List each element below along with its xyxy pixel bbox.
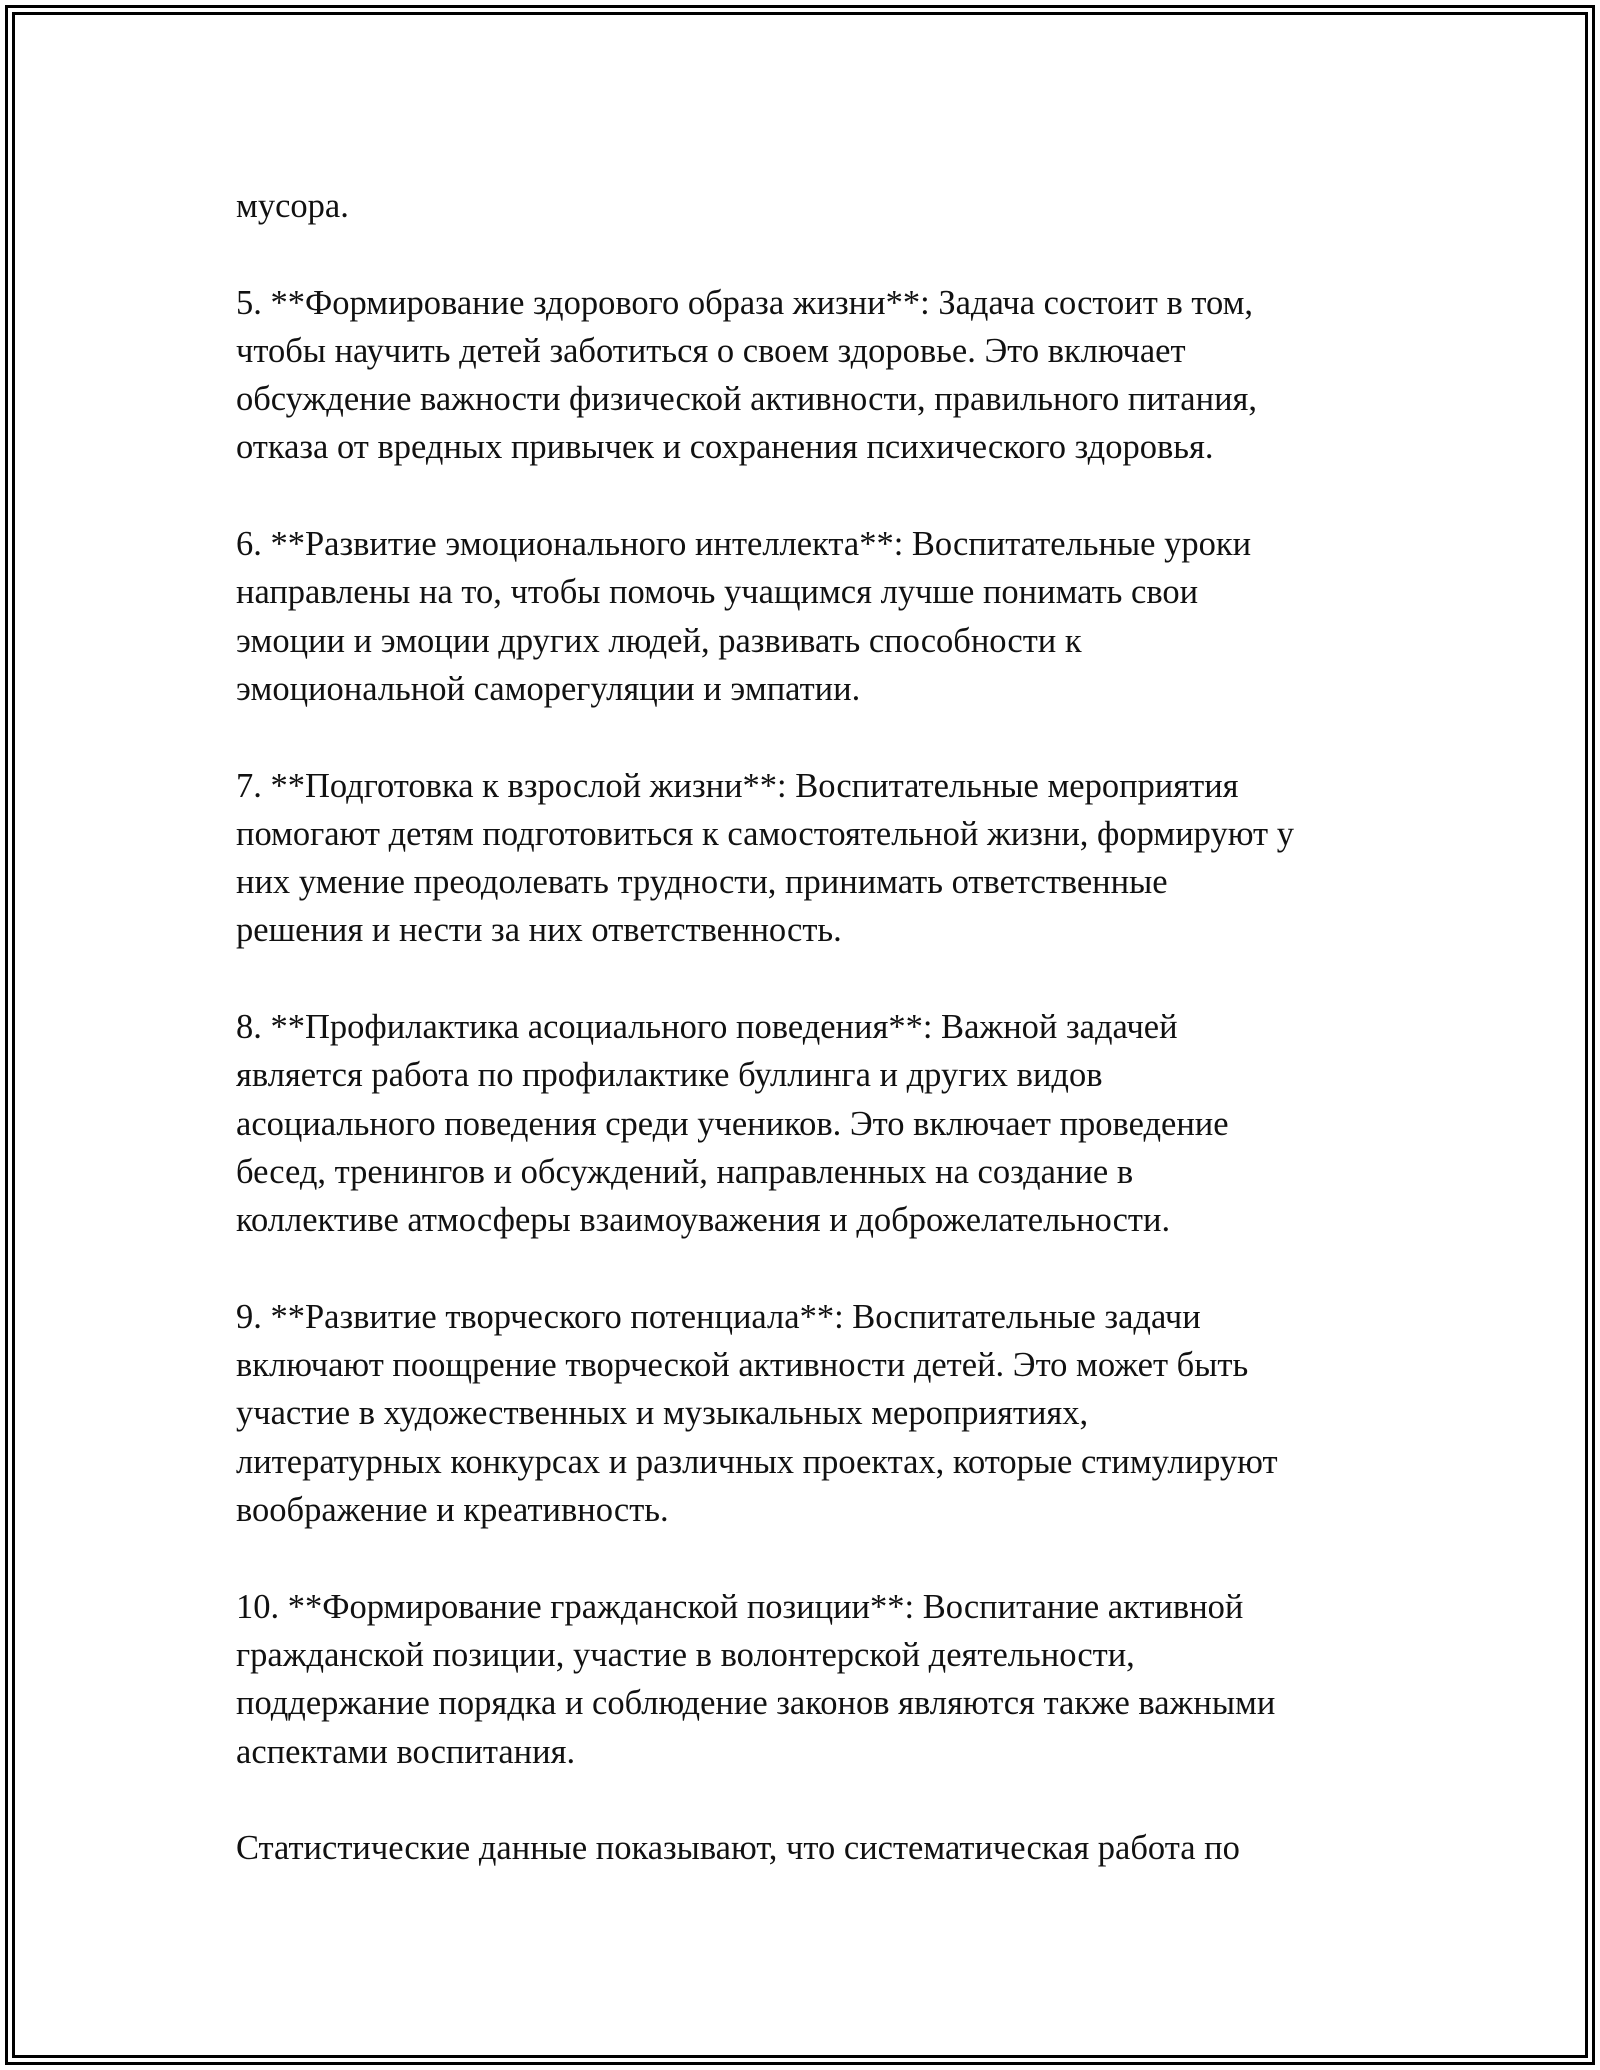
- text-line: является работа по профилактике буллинга и других видов: [236, 1056, 1103, 1095]
- text-line: бесед, тренингов и обсуждений, направленных на создание в: [236, 1152, 1134, 1191]
- text-line: 8. **Профилактика асоциального поведения**: Важной задачей: [236, 1008, 1178, 1047]
- text-line: 10. **Формирование гражданской позиции**: Воспитание активной: [236, 1587, 1244, 1626]
- text-line: отказа от вредных привычек и сохранения психического здоровья.: [236, 428, 1214, 467]
- text-line: литературных конкурсах и различных проектах, которые стимулируют: [236, 1442, 1278, 1481]
- text-line: обсуждение важности физической активности, правильного питания,: [236, 380, 1258, 419]
- text-line: воображение и креативность.: [236, 1491, 669, 1530]
- text-line: 5. **Формирование здорового образа жизни**: Задача состоит в том,: [236, 283, 1254, 322]
- text-line: асоциального поведения среди учеников. Это включает проведение: [236, 1104, 1229, 1143]
- text-line: 6. **Развитие эмоционального интеллекта**: Воспитательные уроки: [236, 525, 1252, 564]
- text-line: эмоции и эмоции других людей, развивать способности к: [236, 621, 1082, 660]
- page-content: [236, 182, 1406, 1921]
- text-line: мусора.: [236, 187, 349, 225]
- text-line: направлены на то, чтобы помочь учащимся лучше понимать свои: [236, 573, 1199, 612]
- text-line: аспектами воспитания.: [236, 1732, 576, 1771]
- text-line: Статистические данные показывают, что систематическая работа по: [236, 1829, 1240, 1868]
- paragraph-item-6: [236, 520, 1406, 713]
- text-line: коллективе атмосферы взаимоуважения и доброжелательности.: [236, 1201, 1171, 1240]
- text-line: участие в художественных и музыкальных мероприятиях,: [236, 1394, 1089, 1433]
- text-line: 7. **Подготовка к взрослой жизни**: Воспитательные мероприятия: [236, 766, 1239, 805]
- paragraph-continuation: [236, 182, 1406, 230]
- paragraph-item-9: [236, 1293, 1406, 1534]
- text-line: решения и нести за них ответственность.: [236, 911, 842, 950]
- paragraph-statistics: [236, 1824, 1406, 1872]
- text-line: помогают детям подготовиться к самостоятельной жизни, формируют у: [236, 814, 1294, 853]
- text-line: них умение преодолевать трудности, принимать ответственные: [236, 863, 1168, 902]
- text-line: поддержание порядка и соблюдение законов являются также важными: [236, 1684, 1276, 1723]
- paragraph-item-5: [236, 279, 1406, 472]
- paragraph-item-10: [236, 1583, 1406, 1776]
- paragraph-item-7: [236, 762, 1406, 955]
- text-line: включают поощрение творческой активности детей. Это может быть: [236, 1346, 1249, 1385]
- text-line: эмоциональной саморегуляции и эмпатии.: [236, 669, 861, 708]
- text-line: гражданской позиции, участие в волонтерской деятельности,: [236, 1635, 1135, 1674]
- text-line: 9. **Развитие творческого потенциала**: Воспитательные задачи: [236, 1297, 1201, 1336]
- text-line: чтобы научить детей заботиться о своем здоровье. Это включает: [236, 331, 1186, 370]
- paragraph-item-8: [236, 1003, 1406, 1244]
